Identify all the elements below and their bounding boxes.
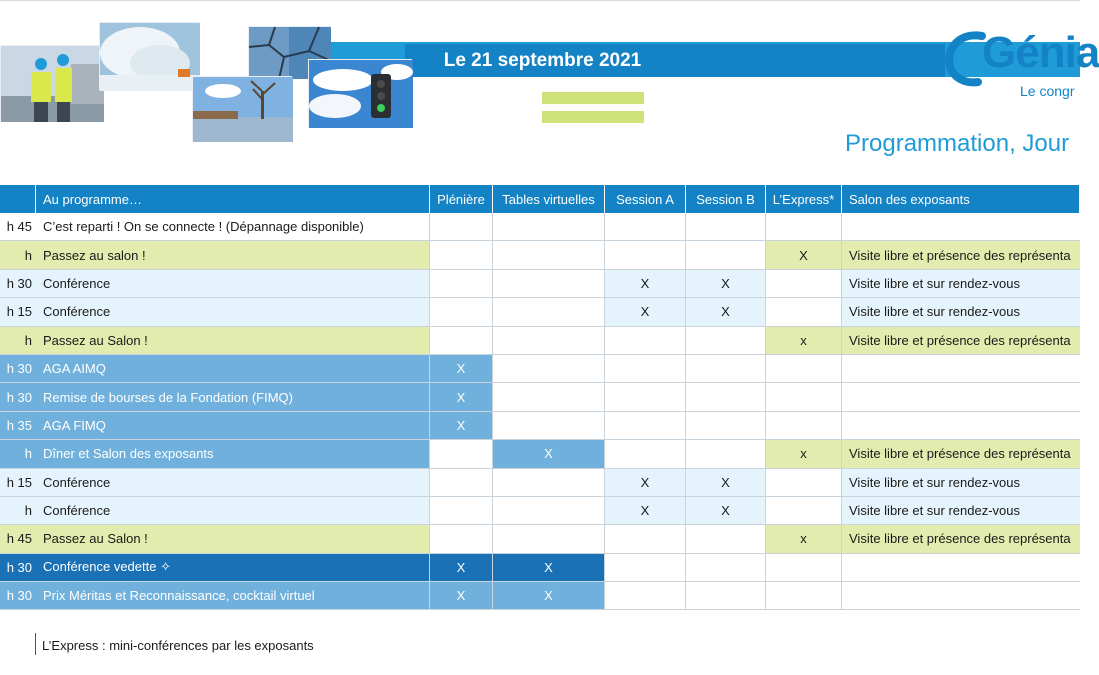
salon-cell <box>842 383 1080 411</box>
session-b-cell <box>686 554 766 582</box>
event-date: Le 21 septembre 2021 <box>443 50 642 71</box>
express-cell <box>766 355 842 383</box>
session-b-cell <box>686 241 766 269</box>
tables-cell <box>493 327 605 355</box>
table-row <box>0 412 1080 440</box>
activity-cell: Passez au Salon ! <box>36 525 430 553</box>
session-a-cell <box>605 582 686 610</box>
session-b-cell: X <box>686 469 766 497</box>
salon-cell <box>842 355 1080 383</box>
express-cell <box>766 582 842 610</box>
tables-cell: X <box>493 554 605 582</box>
logo-tagline: Le congr <box>1020 83 1075 99</box>
session-a-cell: X <box>605 270 686 298</box>
tables-cell <box>493 355 605 383</box>
activity-cell: Conférence <box>36 497 430 525</box>
logo-wordmark: Génia <box>982 28 1099 77</box>
express-cell <box>766 497 842 525</box>
table-header-row <box>0 185 1080 213</box>
express-cell: X <box>766 241 842 269</box>
session-b-cell <box>686 582 766 610</box>
pleniere-cell <box>430 327 493 355</box>
salon-cell: Visite libre et présence des représenta <box>842 525 1080 553</box>
time-cell: h <box>0 241 36 269</box>
flooded-trees-photo <box>192 76 292 141</box>
time-cell: h 45 <box>0 213 36 241</box>
time-cell: h <box>0 497 36 525</box>
workers-photo <box>0 45 103 121</box>
session-a-cell <box>605 525 686 553</box>
time-cell: h <box>0 327 36 355</box>
tables-cell <box>493 270 605 298</box>
session-a-cell <box>605 327 686 355</box>
session-a-cell <box>605 355 686 383</box>
table-row <box>0 355 1080 383</box>
salon-cell: Visite libre et sur rendez-vous <box>842 298 1080 326</box>
session-b-cell: X <box>686 497 766 525</box>
salon-cell: Visite libre et présence des représenta <box>842 241 1080 269</box>
session-b-cell: X <box>686 298 766 326</box>
session-b-cell <box>686 213 766 241</box>
session-b-cell <box>686 355 766 383</box>
header-session-b: Session B <box>686 185 766 213</box>
tables-cell <box>493 213 605 241</box>
session-a-cell <box>605 440 686 468</box>
session-b-cell <box>686 327 766 355</box>
time-cell: h 30 <box>0 270 36 298</box>
salon-cell <box>842 213 1080 241</box>
session-a-cell <box>605 241 686 269</box>
pleniere-cell: X <box>430 582 493 610</box>
table-row <box>0 497 1080 525</box>
pleniere-cell: X <box>430 355 493 383</box>
tables-cell <box>493 497 605 525</box>
time-cell: h 30 <box>0 582 36 610</box>
time-cell: h 30 <box>0 554 36 582</box>
session-b-cell <box>686 412 766 440</box>
time-cell: h 15 <box>0 469 36 497</box>
header-activity: Au programme… <box>36 185 430 213</box>
table-row <box>0 213 1080 241</box>
activity-cell: C’est reparti ! On se connecte ! (Dépannage disponible) <box>36 213 430 241</box>
activity-cell: AGA AIMQ <box>36 355 430 383</box>
header-tables-virtuelles: Tables virtuelles <box>493 185 605 213</box>
express-cell: x <box>766 327 842 355</box>
activity-cell: Passez au Salon ! <box>36 327 430 355</box>
pleniere-cell: X <box>430 383 493 411</box>
header-salon: Salon des exposants <box>842 185 1080 213</box>
top-rule <box>0 0 1080 1</box>
table-row <box>0 525 1080 553</box>
pleniere-cell: X <box>430 554 493 582</box>
pleniere-cell <box>430 270 493 298</box>
time-cell: h 30 <box>0 355 36 383</box>
express-cell <box>766 298 842 326</box>
genia-logo <box>942 28 1099 103</box>
activity-cell: Conférence <box>36 270 430 298</box>
snowblower-photo <box>99 22 199 90</box>
pleniere-cell: X <box>430 412 493 440</box>
session-a-cell <box>605 554 686 582</box>
legend-divider <box>35 633 36 655</box>
session-a-cell: X <box>605 497 686 525</box>
express-cell <box>766 270 842 298</box>
pleniere-cell <box>430 440 493 468</box>
pleniere-cell <box>430 525 493 553</box>
session-b-cell <box>686 525 766 553</box>
table-row <box>0 582 1080 610</box>
header-express: L’Express* <box>766 185 842 213</box>
express-cell <box>766 469 842 497</box>
schedule-table <box>0 185 1080 610</box>
table-row <box>0 327 1080 355</box>
time-cell: h 35 <box>0 412 36 440</box>
session-a-cell: X <box>605 298 686 326</box>
session-b-cell <box>686 440 766 468</box>
traffic-light-photo <box>308 59 412 127</box>
table-row <box>0 554 1080 582</box>
salon-cell: Visite libre et sur rendez-vous <box>842 469 1080 497</box>
time-cell: h 30 <box>0 383 36 411</box>
header-time-cell <box>0 185 36 213</box>
session-b-cell: X <box>686 270 766 298</box>
salon-cell: Visite libre et présence des représenta <box>842 440 1080 468</box>
express-cell: x <box>766 525 842 553</box>
legend-note: L’Express : mini-conférences par les exposants <box>42 638 314 653</box>
tables-cell: X <box>493 440 605 468</box>
activity-cell: Conférence vedette ✧ <box>36 554 430 582</box>
activity-cell: Remise de bourses de la Fondation (FIMQ) <box>36 383 430 411</box>
salon-cell <box>842 582 1080 610</box>
express-cell <box>766 383 842 411</box>
pleniere-cell <box>430 241 493 269</box>
salon-cell: Visite libre et présence des représenta <box>842 327 1080 355</box>
tables-cell <box>493 298 605 326</box>
tables-cell <box>493 241 605 269</box>
header-session-a: Session A <box>605 185 686 213</box>
tables-cell <box>493 525 605 553</box>
activity-cell: AGA FIMQ <box>36 412 430 440</box>
tables-cell <box>493 383 605 411</box>
salon-cell <box>842 412 1080 440</box>
salon-cell <box>842 554 1080 582</box>
time-cell: h <box>0 440 36 468</box>
activity-cell: Conférence <box>36 469 430 497</box>
tables-cell <box>493 412 605 440</box>
tables-cell <box>493 469 605 497</box>
session-a-cell <box>605 213 686 241</box>
express-cell <box>766 213 842 241</box>
time-cell: h 45 <box>0 525 36 553</box>
table-row <box>0 440 1080 468</box>
table-row <box>0 270 1080 298</box>
pleniere-cell <box>430 298 493 326</box>
activity-cell: Dîner et Salon des exposants <box>36 440 430 468</box>
table-row <box>0 241 1080 269</box>
pleniere-cell <box>430 213 493 241</box>
activity-cell: Passez au salon ! <box>36 241 430 269</box>
decorative-bar-bottom <box>542 111 644 123</box>
express-cell <box>766 554 842 582</box>
express-cell <box>766 412 842 440</box>
time-cell: h 15 <box>0 298 36 326</box>
express-cell: x <box>766 440 842 468</box>
page-title: Programmation, Jour <box>845 130 1070 157</box>
table-row <box>0 298 1080 326</box>
activity-cell: Prix Méritas et Reconnaissance, cocktail virtuel <box>36 582 430 610</box>
salon-cell: Visite libre et sur rendez-vous <box>842 270 1080 298</box>
table-row <box>0 469 1080 497</box>
salon-cell: Visite libre et sur rendez-vous <box>842 497 1080 525</box>
activity-cell: Conférence <box>36 298 430 326</box>
session-a-cell <box>605 383 686 411</box>
session-a-cell: X <box>605 469 686 497</box>
header-pleniere: Plénière <box>430 185 493 213</box>
decorative-bar-top <box>542 92 644 104</box>
session-b-cell <box>686 383 766 411</box>
table-row <box>0 383 1080 411</box>
pleniere-cell <box>430 497 493 525</box>
tables-cell: X <box>493 582 605 610</box>
session-a-cell <box>605 412 686 440</box>
pleniere-cell <box>430 469 493 497</box>
